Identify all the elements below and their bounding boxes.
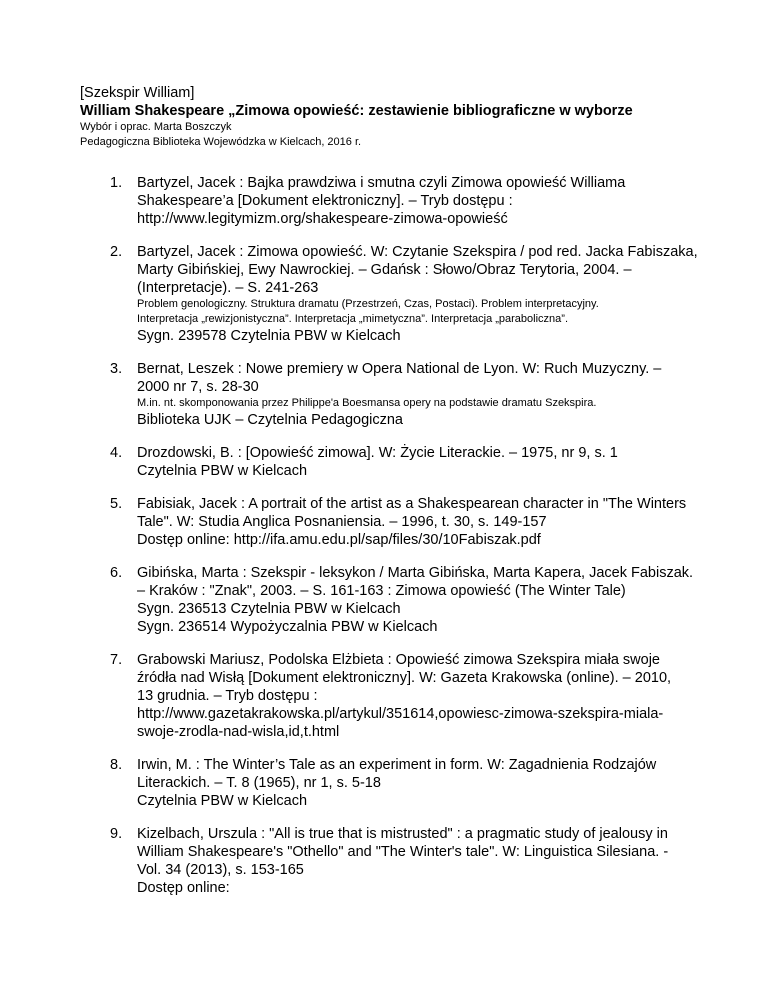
bibliography-list (0, 174, 768, 912)
bibliography-entry (0, 495, 697, 549)
entry-line: http://www.legitymizm.org/shakespeare-zimowa-opowieść (137, 211, 508, 227)
compiled-by: Wybór i oprac. Marta Boszczyk (80, 121, 232, 133)
bracket-author: [Szekspir William] (80, 85, 195, 101)
entry-line: Grabowski Mariusz, Podolska Elżbieta : Opowieść zimowa Szekspira miała swoje (137, 652, 660, 668)
bibliography-entry (0, 756, 697, 810)
entry-line: Dostęp online: http://ifa.amu.edu.pl/sap/files/30/10Fabiszak.pdf (137, 532, 541, 548)
bibliography-entry (0, 444, 697, 480)
entry-line: Czytelnia PBW w Kielcach (137, 463, 308, 479)
entry-note: Problem genologiczny. Struktura dramatu (Przestrzeń, Czas, Postaci). Problem interpretacyjny. (137, 298, 599, 310)
entry-line: 13 grudnia. – Tryb dostępu : (137, 688, 318, 704)
entry-number: 2. (110, 244, 123, 260)
entry-line: http://www.gazetakrakowska.pl/artykul/351614,opowiesc-zimowa-szekspira-miala- (137, 706, 664, 722)
bibliography-entry (0, 651, 697, 741)
entry-number: 1. (110, 175, 123, 191)
entry-line: Kizelbach, Urszula : "All is true that is mistrusted" : a pragmatic study of jealousy in (137, 826, 668, 842)
bibliography-entry (0, 243, 697, 345)
entry-number: 3. (110, 361, 123, 377)
entry-line: Fabisiak, Jacek : A portrait of the artist as a Shakespearean character in "The Winters (137, 496, 687, 512)
entry-line: Sygn. 236514 Wypożyczalnia PBW w Kielcach (137, 619, 438, 635)
entry-location: Biblioteka UJK – Czytelnia Pedagogiczna (137, 412, 403, 428)
entry-number: 9. (110, 826, 123, 842)
entry-line: Czytelnia PBW w Kielcach (137, 793, 308, 809)
entry-line: Tale". W: Studia Anglica Posnaniensia. – 1996, t. 30, s. 149-157 (137, 514, 547, 530)
bibliography-entry (0, 174, 697, 228)
entry-number: 8. (110, 757, 123, 773)
bibliography-entry (0, 360, 697, 429)
entry-line: Shakespeare’a [Dokument elektroniczny]. – Tryb dostępu : (137, 193, 513, 209)
entry-line: Bernat, Leszek : Nowe premiery w Opera National de Lyon. W: Ruch Muzyczny. – (137, 361, 662, 377)
entry-line: William Shakespeare's "Othello" and "The Winter's tale". W: Linguistica Silesiana. - (137, 844, 669, 860)
bibliography-entry (0, 825, 697, 897)
entry-line: Irwin, M. : The Winter’s Tale as an experiment in form. W: Zagadnienia Rodzajów (137, 757, 657, 773)
entry-number: 4. (110, 445, 123, 461)
entry-note: Interpretacja „rewizjonistyczna”. Interpretacja „mimetyczna”. Interpretacja „paraboliczna”. (137, 313, 568, 325)
entry-note: M.in. nt. skomponowania przez Philippe'a Boesmansa opery na podstawie dramatu Szekspira. (137, 397, 597, 409)
entry-line: Sygn. 236513 Czytelnia PBW w Kielcach (137, 601, 401, 617)
publisher: Pedagogiczna Biblioteka Wojewódzka w Kielcach, 2016 r. (80, 136, 362, 148)
entry-number: 5. (110, 496, 123, 512)
entry-line: Vol. 34 (2013), s. 153-165 (137, 862, 304, 878)
entry-line: (Interpretacje). – S. 241-263 (137, 280, 319, 296)
entry-line: 2000 nr 7, s. 28-30 (137, 379, 259, 395)
entry-line: swoje-zrodla-nad-wisla,id,t.html (137, 724, 340, 740)
entry-line: Drozdowski, B. : [Opowieść zimowa]. W: Życie Literackie. – 1975, nr 9, s. 1 (137, 445, 618, 461)
entry-location: Sygn. 239578 Czytelnia PBW w Kielcach (137, 328, 401, 344)
entry-line: źródła nad Wisłą [Dokument elektroniczny]. W: Gazeta Krakowska (online). – 2010, (137, 670, 672, 686)
document-header (80, 84, 720, 150)
entry-number: 7. (110, 652, 123, 668)
entry-line: – Kraków : "Znak", 2003. – S. 161-163 : Zimowa opowieść (The Winter Tale) (137, 583, 626, 599)
document-title: William Shakespeare „Zimowa opowieść: zestawienie bibliograficzne w wyborze (80, 103, 633, 119)
entry-line: Bartyzel, Jacek : Zimowa opowieść. W: Czytanie Szekspira / pod red. Jacka Fabiszaka, (137, 244, 698, 260)
entry-line: Gibińska, Marta : Szekspir - leksykon / Marta Gibińska, Marta Kapera, Jacek Fabiszak. (137, 565, 694, 581)
entry-line: Literackich. – T. 8 (1965), nr 1, s. 5-18 (137, 775, 381, 791)
entry-line: Bartyzel, Jacek : Bajka prawdziwa i smutna czyli Zimowa opowieść Williama (137, 175, 626, 191)
entry-line: Dostęp online: (137, 880, 230, 896)
entry-line: Marty Gibińskiej, Ewy Nawrockiej. – Gdańsk : Słowo/Obraz Terytoria, 2004. – (137, 262, 632, 278)
entry-number: 6. (110, 565, 123, 581)
bibliography-entry (0, 564, 697, 636)
